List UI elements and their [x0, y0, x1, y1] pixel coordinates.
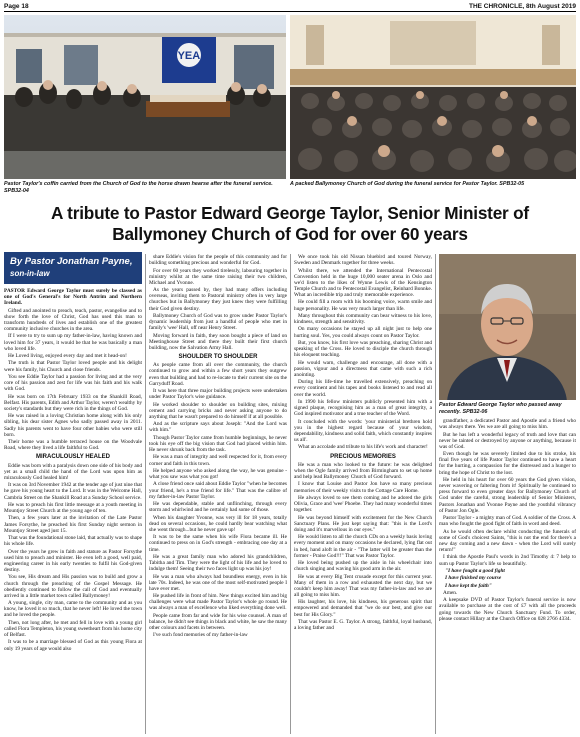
paragraph: Then, not long after, he met and fell in love with a young girl called Flora Templeton, his young sweetheart from his home city of Belfast.: [4, 619, 142, 639]
verse-line: I have finished my course: [445, 575, 502, 582]
paragraph: We once took his old Nissan bluebird and toured Norway, Sweden and Denmark together for three weeks.: [294, 254, 432, 267]
paragraph: Eddie was born with a paralysis down one side of his body and yet as a small child the hand of the Lord was upon him as miraculously God healed him!: [4, 462, 142, 481]
column-divider: [435, 254, 436, 734]
caption-portrait: Pastor Edward George Taylor who passed away recently. SPB32-06: [439, 402, 562, 415]
article-column-1: [4, 288, 142, 734]
article-headline: A tribute to Pastor Edward George Taylor, Senior Minister of Ballymoney Church of God for over 60 years: [51, 203, 529, 244]
paragraph: It was here that three major building projects were undertaken under Pastor Taylor's wise guidance.: [149, 388, 287, 401]
paragraph: Ballymoney Church of God was to grow under Pastor Taylor's dynamic leadership from just a handful of people who met in family's 'wee' Hall, off near Henry Street.: [149, 312, 287, 332]
paragraph: Then, a few years later at the invitation of the Late Pastor James Forsythe, he preached his first Sunday night sermon in Mountjoy Street aged just 15.: [4, 515, 142, 534]
paragraph: You see, His dream and His passion was to build and grow a church through the preaching of the Gospel Message. He obediently continued to follow the call of God and eventually arrived in a little market town called Ballymoney!: [4, 574, 142, 599]
paragraph: If I were to try to sum up my father-in-law, having known and loved him for 37 years, it would be that he was basically a man who loved life.: [4, 333, 142, 352]
paragraph: In 1990 his fellow ministers publicly presented him with a signed plaque, recognising him as a man of great integrity, a God inspired motivator and a true teacher of the Word.: [294, 398, 432, 418]
paragraph: He was a man of integrity and well respected for it, from every corner and faith in this town.: [149, 454, 287, 467]
paragraph: It was to be a marriage blessed of God as this young Flora at only 19 years of age would also: [4, 639, 142, 652]
paragraph: That was Pastor E. G. Taylor. A strong, faithful, loyal husband, a loving father and: [294, 618, 432, 632]
dvd-notice: A keepsake DVD of Pastor Taylor's funeral service is now available to purchase at the cost of £7 with all the proceeds going towards the New Church Sanctuary Fund. To order, please contact Hillary at the Church Office on 028 2766 4334.: [439, 597, 576, 622]
paragraph: He was a man who always had boundless energy, even in his late 70s. Indeed, he was one of the most self-motivated people I have ever met.: [149, 573, 287, 592]
paragraph: He pushed life in front of him. New things excited him and big challenges were what made Pastor Taylor's whole go round. He was always a man of excellence who liked everything done well.: [149, 593, 287, 612]
paragraph: He was a great family man who adored his grandchildren, Tabitha and Tim. They were the light of his life and he loved to indulge them! Seeing their two faces light up was his joy!: [149, 553, 287, 573]
paragraph: He held in his heart for over 60 years the God given vision, never wavering or faltering from it! Spiritually he continued to press forward to even greater days for Ballymoney Church of God under the careful, strong leadership of Senior Ministers, Pastors Jonathan and Yvonne Payne and the youthful vibrancy of Pastor Jon Ogle.: [439, 476, 576, 514]
paragraph: He Loved living, enjoyed every day and met it head-on!: [8, 353, 127, 360]
paragraph: Their home was a humble terraced house on the Woodvale Road, where they lived a life faithful to God.: [4, 439, 142, 452]
byline-box: [4, 252, 142, 284]
paragraph: It was on 3rd November 1942 at the tender age of just nine that he gave his young heart to the Lord. It was in the Welcome Hall, Cambria Street on the Shankill Road at a Sunday School service.: [4, 482, 142, 501]
paragraph: He was a man who looked to the future: he was delighted when the Ogle family arrived from Birmingham to set up home and help lead Ballymoney Church of God forward.: [294, 461, 432, 481]
paragraph: During his life-time he travelled extensively, preaching on every continent and his tapes and books listened to and read all over the world.: [294, 379, 432, 398]
page-number: Page 18: [4, 3, 29, 10]
paragraph: He would listen to all the church CDs on a weekly basis loving every moment and on many occasions he declared, lying flat out in bed, hand aloft in the air - "The latter will be greater than the former - Praise God!!!" That was Pastor Taylor.: [294, 534, 432, 559]
verse-line: I have kept the faith": [445, 582, 492, 589]
paragraph: A close friend once said about Eddie Taylor "when he becomes your friend, he's a true friend for life." That was the calibre of my father-in-law Pastor Taylor.: [149, 481, 287, 500]
photo-coffin-hearse-image: [4, 15, 286, 179]
photo-portrait-image: [439, 254, 576, 400]
paragraph: The truth is that Pastor Taylor loved people and his delight were his family, his Church and close friends.: [4, 360, 142, 373]
paragraph: Whilst there, we attended the International Pentecostal Convention held in the huge 10,000 seater arena in Oslo and we'd listen to the likes of Wynne Lewis of the Kensington Temple Church and to Pentecostal Evangelist, Reinhard Bonnke. What an incredible trip and truly memorable experience.: [294, 267, 432, 299]
paragraph: I think the Apostle Paul's words in 2nd Timothy 4: 7 help to sum up Pastor Taylor's life so beautifully.: [439, 554, 576, 567]
paragraph: His laughter, his love, his kindness, his generous spirit that empowered and demanded that "we do our best, and give our best for His Glory.": [294, 599, 432, 618]
photo-portrait: [439, 254, 576, 400]
paragraph: But, you know, his first love was preaching, sharing Christ and speaking of the Cross. He loved to disciple the church through his eloquent teaching.: [294, 339, 432, 359]
byline-role: son-in-law: [10, 269, 50, 278]
photo-packed-church-image: [290, 15, 576, 179]
caption-coffin-hearse: Pastor Taylor's coffin carried from the Church of God to the horse drawn hearse after the funeral service. SPB32-04: [4, 181, 273, 194]
paragraph: He always loved to see them coming and he adored the girls Olivia, Grace and 'wee' Phoebe. They had many wonderful times together.: [294, 494, 432, 514]
paragraph: It concluded with the words: 'your ministerial brethren hold you in the highest regard because of your wisdom, dependability, kindness and solid faith, which constantly inspires us all'.: [294, 418, 432, 444]
paragraph: A young, single, city man, came to the community and as you know, he loved it so much, that he never left! He loved the town and he loved the people.: [4, 600, 142, 619]
col1-paras2: [4, 463, 142, 652]
article-column-4: [439, 418, 576, 734]
paragraph: Pastor Taylor - a mighty man of God. A soldier of the Cross. A man who fought the good fight of faith in word and deed.: [439, 515, 576, 528]
header-rule: [4, 11, 576, 12]
paragraph: He was beyond himself with excitement for the New Church Sanctuary Plans. He just kept saying that: "this is the Lord's doing and it's marvellous in our eyes.": [294, 514, 432, 533]
paragraph: He was dependable, stable and unflinching, through every storm and whirlwind and he certainly had some of those.: [149, 501, 287, 514]
column-divider: [290, 254, 291, 734]
article-column-3: [294, 254, 432, 734]
paragraph: Over the years he grew in faith and stature as Pastor Forsythe used him to preach and minister. He even left a good, well paid, engineering career in his early twenties to fulfil his God-given destiny.: [4, 548, 142, 573]
paragraph: That was the foundational stone laid, that actually was to shape his whole life.: [4, 535, 142, 548]
subheading-precious-memories: PRECIOUS MEMORIES: [330, 453, 396, 460]
column-divider: [145, 254, 146, 734]
amen: Amen.: [443, 589, 458, 596]
paragraph: He helped anyone who asked along the way, he was genuine - what you saw was what you got!: [149, 467, 287, 481]
paragraph: It was to be the same when his wife Flora became ill. He continued to press on in God's strength - embracing one day at a time.: [149, 534, 287, 553]
subheading-shoulder-to-shoulder: SHOULDER TO SHOULDER: [178, 354, 258, 361]
photo-coffin-hearse: [4, 15, 286, 179]
verse-line: "I have fought a good fight: [445, 567, 505, 574]
paragraph: I've such fond memories of my father-in-law: [153, 632, 248, 639]
paragraph: Many throughout this community can bear witness to his love, kindness, strength and sensitivity.: [294, 312, 432, 326]
paper-name-date: THE CHRONICLE, 8th August 2019: [468, 3, 576, 10]
photo-packed-church: [290, 15, 576, 179]
paragraph: Moving forward in faith, they soon bought a piece of land on Meetinghouse Street and there they built their first church building, now the Salvation Army Hall.: [149, 332, 287, 351]
paragraph: What an accolade and tribute to his life's work and character!: [298, 444, 428, 451]
paragraph: He would warn, challenge and encourage, all done with a passion, vigour and a directness that came with such a rich anointing.: [294, 359, 432, 378]
paragraph: He was born on 17th February 1933 on the Shankill Road, Belfast. His parents, Edith and Arthur Taylor, weren't wealthy by society's standards but they were rich in the things of God.: [4, 393, 142, 412]
paragraph: grandfather, a dedicated Pastor and Apostle and a friend who was always there. Yes we are all going to miss him.: [439, 418, 576, 431]
paragraph: For over 60 years they worked tirelessly, labouring together in ministry whilst at the same time raising their two children, Michael and Yvonne.: [149, 267, 287, 286]
paragraph: On many occasions he stayed up all night just to help one hurting soul. Yes, you could always count on Pastor Taylor.: [294, 326, 432, 339]
paragraph: Gifted and anointed to preach, teach, pastor, evangelise and to show forth the love of Christ, God has used this man to transform hundreds of lives and establish one of the greatest community inclusive churches in the area.: [4, 307, 142, 333]
paragraph: And as the scripture says about Joseph: "And the Lord was with him.": [149, 421, 287, 434]
paragraph: When his daughter Yvonne, was very ill for 18 years, totally dead on several occasions, he could hardly bear watching what she went through...but he never gave up!: [149, 514, 287, 533]
banner-70: 70 YEARS: [162, 50, 216, 62]
paragraph: As the years passed by, they had many offers including overseas, inviting them to Pastoral ministry often in very large churches but in Ballymoney they just knew they were fulfilling their God given destiny.: [149, 287, 287, 312]
paragraph: Though Pastor Taylor came from humble beginnings, he never took his eye off the big vision that God had placed within him. He never shrunk back from the task.: [149, 434, 287, 454]
col1-paras: [4, 308, 142, 452]
paragraph: But he has left a wonderful legacy of truth and love that can never be tainted or destroyed by anyone or anything, because it was of God.: [439, 431, 576, 450]
paragraph: You see Eddie Taylor had a passion for living and at the very core of his passion and zest for life was his faith and his walk with God.: [4, 373, 142, 393]
paragraph: I know that Louise and Pastor Jon have so many precious memories of their weekly visits to the Cottage Care Home.: [294, 481, 432, 494]
lead-paragraph: PASTOR Edward George Taylor must surely be classed as one of God's General's for North Antrim and Northern Ireland.: [4, 288, 142, 307]
paragraph: He loved being pushed up the aisle in his wheelchair into church singing and waving his good arm in the air.: [294, 560, 432, 573]
paragraph: Even though he was severely limited due to his stroke, his final five years of life Pastor Taylor continued to have a heart for the hurting, a compassion for the distressed and a hunger to bring the hope of Christ to the lost.: [439, 451, 576, 476]
paragraph: He was to preach his first little message at a youth meeting in Mountjoy Street Church at the young age of ten.: [4, 501, 142, 515]
article-column-2: [149, 254, 287, 734]
paragraph: share Eddie's vision for the people of this community and for building something precious and wonderful for God.: [149, 254, 287, 267]
paragraph: As people came from all over the community, the church continued to grow and within a few short years they outgrew even that building and had to re-locate to their current site on the Garryduff Road.: [149, 362, 287, 387]
paragraph: He could fill a room with his booming voice, warm smile and huge personality. He was very much larger than life.: [294, 299, 432, 312]
caption-packed-church: A packed Ballymoney Church of God during the funeral service for Pastor Taylor. SPB32-05: [290, 181, 525, 187]
paragraph: People came from far and wide for his wise counsel. A man of balance, he didn't see things in black and white, he saw the many other colours and facets in between.: [149, 612, 287, 632]
paragraph: He worked shoulder to shoulder on building sites, mixing cement and carrying bricks and never asking anyone to do anything that he wasn't prepared to do himself if at all possible.: [149, 401, 287, 420]
paragraph: He was at every Big Tent crusade except for this current year. Many of them in a row and exhausted the next day, but we couldn't keep him away! That was my father-in-law and we are all going to miss him.: [294, 573, 432, 598]
subheading-miraculously-healed: MIRACULOUSLY HEALED: [35, 454, 110, 461]
paragraph: As he would often declare whilst conducting the funerals of some of God's choicest Saints, "this is not the end for there's a new day coming and a new dawn - when the Lord will surely return!": [439, 528, 576, 554]
paragraph: He was raised in a loving Christian home along with his only sibling, his dear sister Agnes who sadly passed away in 2011. Sadly his parents went to have four other babies who were still born.: [4, 413, 142, 438]
byline-author: By Pastor Jonathan Payne,: [10, 256, 133, 267]
